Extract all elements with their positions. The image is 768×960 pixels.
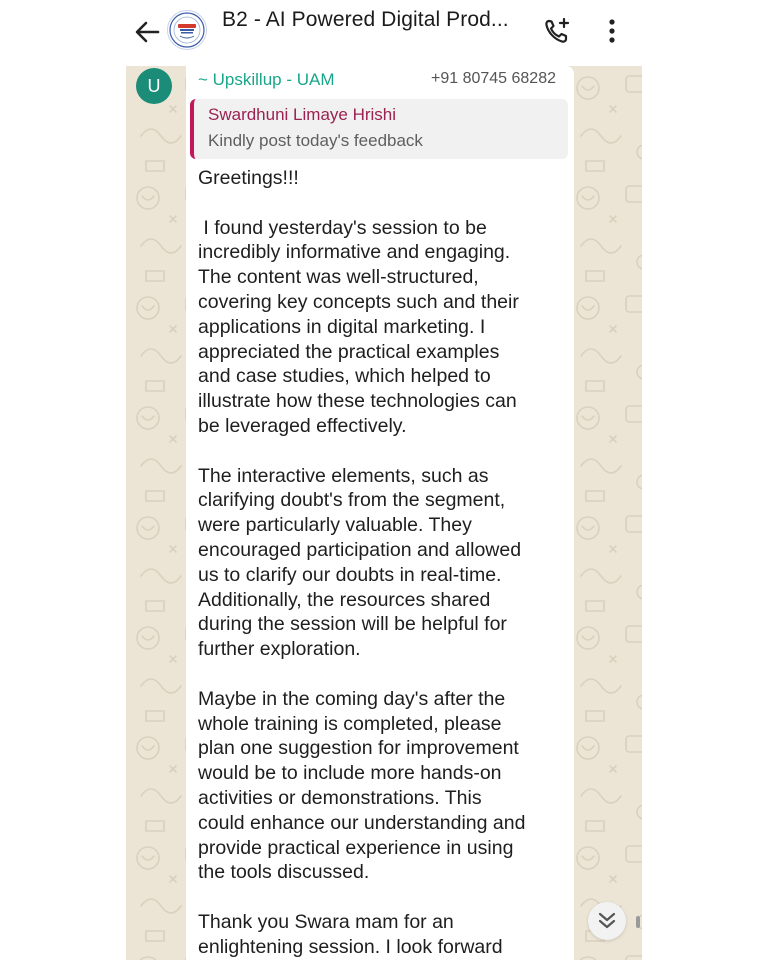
- message-line: applications in digital marketing. I: [198, 315, 486, 338]
- message-line: [198, 191, 568, 216]
- message-line: and case studies, which helped to: [198, 365, 491, 388]
- message-line: plan one suggestion for improvement: [198, 737, 519, 760]
- message-line: further exploration.: [198, 638, 361, 661]
- scroll-to-bottom-button[interactable]: [588, 902, 626, 940]
- double-chevron-down-icon: [588, 902, 626, 940]
- more-options-button[interactable]: [602, 16, 622, 46]
- quoted-author: Swardhuni Limaye Hrishi: [208, 105, 397, 124]
- sender-name[interactable]: ~ Upskillup - UAM: [198, 70, 335, 89]
- message-line: appreciated the practical examples: [198, 340, 500, 363]
- message-text: [198, 166, 568, 960]
- chat-area[interactable]: [126, 66, 642, 960]
- message-line: would be to include more hands-on: [198, 762, 502, 785]
- message-line: Maybe in the coming day's after the: [198, 687, 506, 710]
- message-line: during the session will be helpful for: [198, 613, 507, 636]
- group-avatar[interactable]: [167, 10, 207, 50]
- add-call-button[interactable]: [542, 16, 572, 46]
- message-line: [198, 439, 568, 464]
- message-line: could enhance our understanding and: [198, 811, 526, 834]
- chat-title[interactable]: B2 - AI Powered Digital Prod...: [222, 8, 509, 31]
- message-line: incredibly informative and engaging.: [198, 241, 511, 264]
- message-line: encouraged participation and allowed: [198, 538, 522, 561]
- message-line: be leveraged effectively.: [198, 414, 407, 437]
- message-bubble[interactable]: [186, 66, 574, 960]
- add-call-icon: [542, 16, 572, 46]
- message-line: Thank you Swara mam for an: [198, 910, 454, 933]
- chat-header: [0, 0, 768, 66]
- group-logo: [168, 11, 206, 49]
- message-line: the tools discussed.: [198, 861, 370, 884]
- quoted-message[interactable]: [190, 99, 568, 159]
- sender-phone: +91 80745 68282: [430, 70, 556, 87]
- message-line: The content was well-structured,: [198, 266, 479, 289]
- message-line: activities or demonstrations. This: [198, 786, 482, 809]
- message-line: enlightening session. I look forward: [198, 935, 503, 958]
- more-vert-icon: [602, 16, 622, 46]
- message-line: were particularly valuable. They: [198, 514, 472, 537]
- message-line: whole training is completed, please: [198, 712, 502, 735]
- message-line: clarifying doubt's from the segment,: [198, 489, 506, 512]
- sender-avatar[interactable]: U: [136, 68, 172, 104]
- message-line: [198, 662, 568, 687]
- arrow-left-icon: [128, 16, 164, 48]
- message-line: I found yesterday's session to be: [198, 216, 487, 239]
- message-line: Additionally, the resources shared: [198, 588, 491, 611]
- message-line: Greetings!!!: [198, 167, 299, 189]
- message-line: provide practical experience in using: [198, 836, 514, 859]
- scrollbar-thumb[interactable]: [636, 916, 640, 928]
- message-line: covering key concepts such and their: [198, 290, 519, 313]
- message-line: The interactive elements, such as: [198, 464, 489, 487]
- back-button[interactable]: [128, 16, 164, 48]
- quoted-text: Kindly post today's feedback: [208, 131, 423, 150]
- message-line: illustrate how these technologies can: [198, 390, 517, 413]
- message-line: us to clarify our doubts in real-time.: [198, 563, 502, 586]
- message-line: [198, 885, 568, 910]
